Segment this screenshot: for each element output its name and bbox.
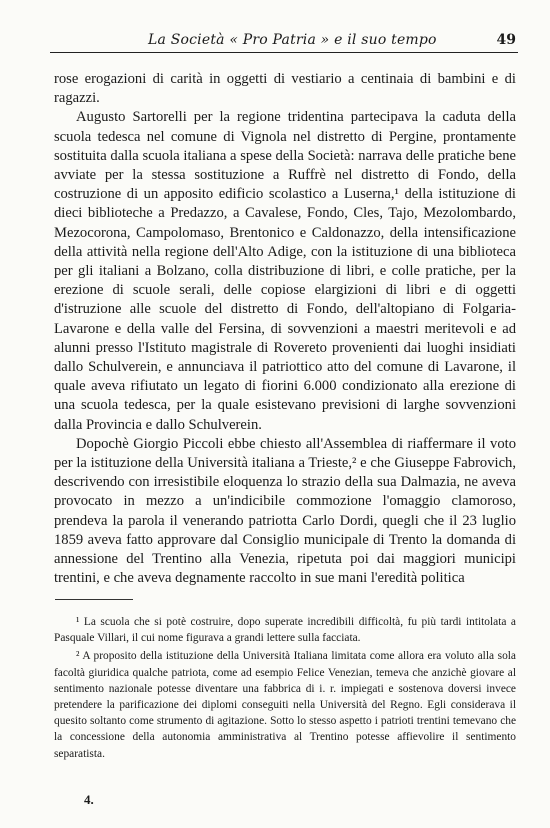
- page-number: 49: [496, 32, 516, 48]
- body-text: [54, 70, 516, 588]
- paragraph-2: Augusto Sartorelli per la regione tridentina partecipava la caduta della scuola tedesca nel comune di Vignola nel distretto di Pergine, prontamente sostituita dalla scuola italiana a spese della Società: narrava delle pratiche bene avviate per la stessa sostituzione a Ruffrè nel distretto di Fondo, della costruzione di un apposito edificio scolastico a Luserna,¹ della istituzione di dieci biblioteche a Predazzo, a Cavalese, Fondo, Cles, Tajo, Mezolombardo, Mezocorona, Campolomaso, Brentonico e Caldonazzo, della intensificazione della attività nella regione dell'Alto Adige, con la istituzione di una biblioteca per gli italiani a Bolzano, colla distribuzione di libri, e colle pratiche, per la erezione di scuole serali, delle copiose elargizioni di libri e di oggetti d'istruzione alle scuole del distretto di Fondo, dell'altopiano di Folgaria-Lavarone e della valle del Fersina, di sovvenzioni a maestri meritevoli e ad alunni presso l'Istituto magistrale di Rovereto provenienti dai luoghi insidiati dallo Schulverein, e annunciava il patriottico atto del comune di Lavarone, il quale aveva rifiutato un legato di fiorini 6.000 condizionato alla erezione di una scuola tedesca, per la quale esistevano previsioni di larghe sovvenzioni dalla Provincia e dallo Schulverein.: [54, 109, 516, 433]
- paragraph-3: Dopochè Giorgio Piccoli ebbe chiesto all'Assemblea di riaffermare il voto per la istituzione della Università italiana a Trieste,² e che Giuseppe Fabrovich, descrivendo con irresistibile eloquenza lo strazio della sua Dalmazia, ne aveva provocato in mezzo a un'indicibile commozione l'omaggio clamoroso, prendeva la parola il venerando patriotta Carlo Dordi, quegli che il 23 luglio 1859 aveva fatto approvare dal Consiglio municipale di Trento la domanda di annessione del Trentino alla Venezia, ripetuta poi dai maggiori municipi trentini, e che aveva degnamente raccolto in sue mani l'eredità politica: [54, 435, 516, 587]
- footnote-2: ² A proposito della istituzione della Università Italiana limitata come allora era voluto alla sola facoltà giuridica qualche patriota, come ad esempio Felice Venezian, temeva che anzichè giovare al sentimento nazionale potesse diventare una fabbrica di i. r. impiegati e sostenova doversi invece pretendere la parificazione dei diplomi conseguiti nella Università del Regno. Egli considerava il quesito soltanto come strumento di agitazione. Sotto lo stesso aspetto i patrioti trentini temevano che la concessione della autonomia amministrativa al Trentino potesse affievolire il sentimento separatista.: [54, 650, 516, 760]
- footnote-1: ¹ La scuola che si potè costruire, dopo superate incredibili difficoltà, fu più tardi intitolata a Pasquale Villari, il cui nome figurava a grandi lettere sulla facciata.: [54, 616, 516, 645]
- signature-mark: 4.: [84, 792, 94, 807]
- footnote-divider: [55, 599, 133, 600]
- page-header: [50, 30, 518, 53]
- running-title: La Società « Pro Patria » e il suo tempo: [148, 32, 437, 48]
- paragraph-1: rose erogazioni di carità in oggetti di vestiario a centinaia di bambini e di ragazzi.: [54, 71, 516, 107]
- footnotes: [54, 614, 516, 764]
